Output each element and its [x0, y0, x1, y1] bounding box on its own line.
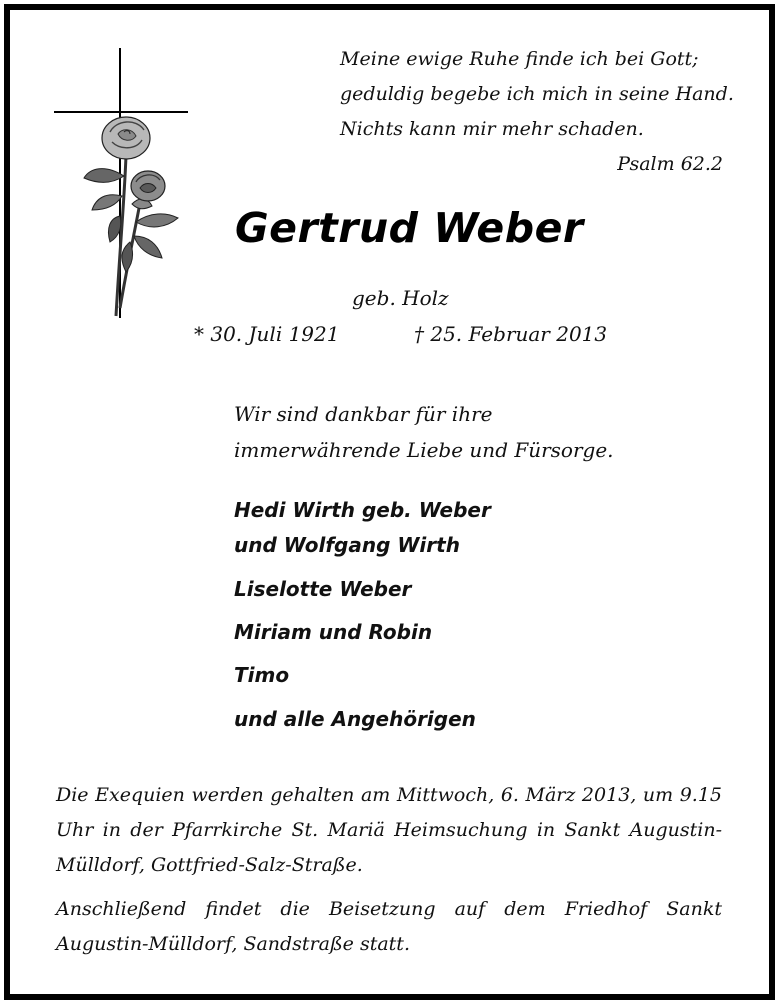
death-date: † 25. Februar 2013 [414, 322, 608, 346]
birth-date: * 30. Juli 1921 [194, 322, 340, 346]
psalm-line-1: Meine ewige Ruhe finde ich bei Gott; [340, 48, 699, 70]
maiden-name: geb. Holz [352, 286, 449, 310]
cross-with-roses-icon [50, 46, 200, 336]
mourner-1: Hedi Wirth geb. Weber [234, 498, 491, 522]
mourner-4: Miriam und Robin [234, 620, 433, 644]
mourner-2: und Wolfgang Wirth [234, 533, 460, 557]
exequies-paragraph: Die Exequien werden gehalten am Mittwoch, 6. März 2013, um 9.15 Uhr in der Pfarrkirche St. Mariä Heimsuchung in Sankt Augustin-Mülldorf, Gottfried-Salz-Straße. [56, 784, 722, 876]
burial-paragraph: Anschließend findet die Beisetzung auf dem Friedhof Sankt Augustin-Mülldorf, Sandstraße statt. [56, 898, 722, 955]
mourner-6: und alle Angehörigen [234, 707, 476, 731]
deceased-name: Gertrud Weber [235, 204, 584, 252]
thanks-line-1: Wir sind dankbar für ihre [234, 402, 493, 426]
obituary-frame [4, 4, 775, 1000]
thanks-line-2: immerwährende Liebe und Fürsorge. [234, 438, 614, 462]
psalm-line-2: geduldig begebe ich mich in seine Hand. [340, 83, 734, 105]
psalm-line-3: Nichts kann mir mehr schaden. [340, 118, 644, 140]
psalm-reference: Psalm 62.2 [617, 153, 723, 175]
mourner-5: Timo [234, 663, 290, 687]
mourner-3: Liselotte Weber [234, 577, 412, 601]
